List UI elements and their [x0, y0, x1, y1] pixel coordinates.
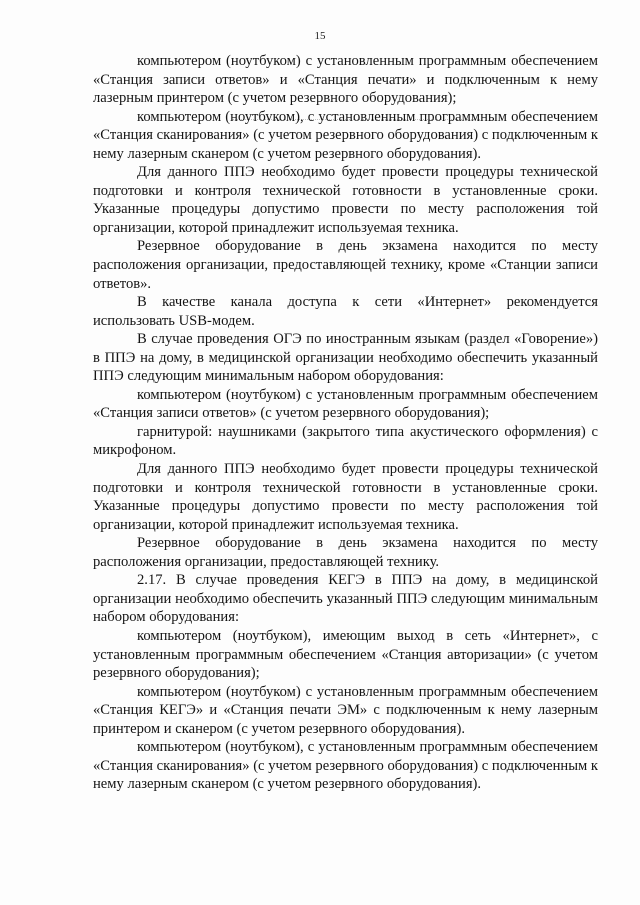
- paragraph: Для данного ППЭ необходимо будет провести процедуры технической подготовки и контроля технической готовности в установленные сроки. Указанные процедуры допустимо провести по месту расположения той организации, которой принадлежит используемая техника.: [93, 461, 598, 533]
- paragraph: Для данного ППЭ необходимо будет провести процедуры технической подготовки и контроля технической готовности в установленные сроки. Указанные процедуры допустимо провести по месту расположения той организации, которой принадлежит используемая техника.: [93, 164, 598, 236]
- paragraph: Резервное оборудование в день экзамена находится по месту расположения организации, предоставляющей технику, кроме «Станции записи ответов».: [93, 238, 598, 292]
- paragraph: В качестве канала доступа к сети «Интернет» рекомендуется использовать USB-модем.: [93, 294, 598, 329]
- paragraph: компьютером (ноутбуком), имеющим выход в сеть «Интернет», с установленным программным обеспечением «Станция авторизации» (с учетом резервного оборудования);: [93, 627, 598, 682]
- document-body: [93, 52, 598, 794]
- paragraph: компьютером (ноутбуком) с установленным программным обеспечением «Станция записи ответов» и «Станция печати» и подключенным к нему лазерным принтером (с учетом резервного оборудования);: [93, 53, 598, 107]
- page-number: 15: [314, 30, 326, 42]
- paragraph: компьютером (ноутбуком) с установленным программным обеспечением «Станция КЕГЭ» и «Станция печати ЭМ» с подключенным к нему лазерным принтером и сканером (с учетом резервного оборудования).: [93, 683, 598, 737]
- paragraph: Резервное оборудование в день экзамена находится по месту расположения организации, предоставляющей технику.: [93, 535, 598, 570]
- paragraph: В случае проведения ОГЭ по иностранным языкам (раздел «Говорение») в ППЭ на дому, в медицинской организации необходимо обеспечить указанный ППЭ следующим минимальным набором оборудования:: [93, 331, 598, 385]
- paragraph: 2.17. В случае проведения КЕГЭ в ППЭ на дому, в медицинской организации необходимо обеспечить указанный ППЭ следующим минимальным набором оборудования:: [93, 572, 598, 626]
- paragraph: компьютером (ноутбуком), с установленным программным обеспечением «Станция сканирования» (с учетом резервного оборудования) с подключенным к нему лазерным сканером (с учетом резервного оборудования).: [93, 108, 598, 162]
- paragraph: компьютером (ноутбуком), с установленным программным обеспечением «Станция сканирования» (с учетом резервного оборудования) с подключенным к нему лазерным сканером (с учетом резервного оборудования).: [93, 739, 598, 793]
- paragraph: компьютером (ноутбуком) с установленным программным обеспечением «Станция записи ответов» (с учетом резервного оборудования);: [93, 386, 598, 422]
- paragraph: гарнитурой: наушниками (закрытого типа акустического оформления) с микрофоном.: [93, 423, 598, 459]
